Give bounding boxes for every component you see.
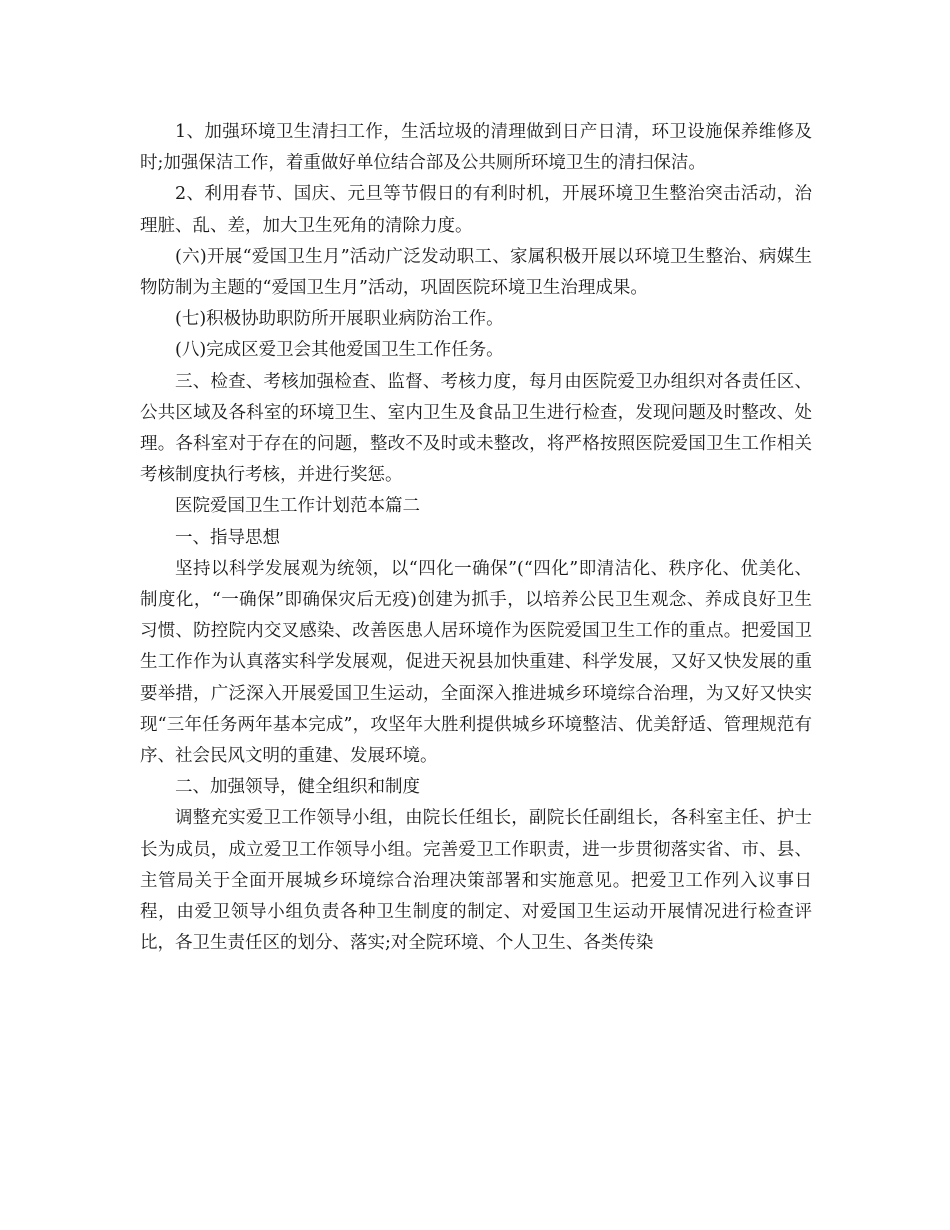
paragraph-leadership: 调整充实爱卫工作领导小组，由院长任组长，副院长任副组长，各科室主任、护士长为成员，成立爱卫工作领导小组。完善爱卫工作职责，进一步贯彻落实省、市、县、主管局关于全面开展城乡环境综合治理决策部署和实施意见。把爱卫工作列入议事日程，由爱卫领导小组负责各种卫生制度的制定、对爱国卫生运动开展情况进行检查评比，各卫生责任区的划分、落实;对全院环境、个人卫生、各类传染 <box>140 808 812 954</box>
paragraph-section-6: (六)开展“爱国卫生月”活动广泛发动职工、家属积极开展以环境卫生整治、病媒生物防制为主题的“爱国卫生月”活动，巩固医院环境卫生治理成果。 <box>140 246 812 299</box>
paragraph-section-7: (七)积极协助职防所开展职业病防治工作。 <box>175 309 504 330</box>
paragraph-item-1: 1、加强环境卫生清扫工作，生活垃圾的清理做到日产日清，环卫设施保养维修及时;加强保洁工作，着重做好单位结合部及公共厕所环境卫生的清扫保洁。 <box>140 122 812 174</box>
paragraph-item-2: 2、利用春节、国庆、元旦等节假日的有利时机，开展环境卫生整治突击活动，治理脏、乱、差，加大卫生死角的清除力度。 <box>140 184 812 236</box>
section-heading-part-two: 医院爱国卫生工作计划范本篇二 <box>175 496 420 517</box>
paragraph-section-8: (八)完成区爱卫会其他爱国卫生工作任务。 <box>175 340 504 361</box>
paragraph-inspection: 三、检查、考核加强检查、监督、考核力度，每月由医院爱卫办组织对各责任区、公共区域及各科室的环境卫生、室内卫生及食品卫生进行检查，发现问题及时整改、处理。各科室对于存在的问题，整改不及时或未整改，将严格按照医院爱国卫生工作相关考核制度执行考核，并进行奖惩。 <box>140 371 812 486</box>
paragraph-guiding-ideology: 坚持以科学发展观为统领，以“四化一确保”(“四化”即清洁化、秩序化、优美化、制度化，“一确保”即确保灾后无疫)创建为抓手，以培养公民卫生观念、养成良好卫生习惯、防控院内交叉感染、改善医患人居环境作为医院爱国卫生工作的重点。把爱国卫生工作作为认真落实科学发展观，促进天祝县加快重建、科学发展，又好又快发展的重要举措，广泛深入开展爱国卫生运动，全面深入推进城乡环境综合治理，为又好又快实现“三年任务两年基本完成”，攻坚年大胜利提供城乡环境整洁、优美舒适、管理规范有序、社会民风文明的重建、发展环境。 <box>140 558 812 767</box>
heading-guiding-ideology: 一、指导思想 <box>175 527 280 548</box>
document-body <box>140 117 812 959</box>
heading-leadership: 二、加强领导，健全组织和制度 <box>175 777 420 798</box>
